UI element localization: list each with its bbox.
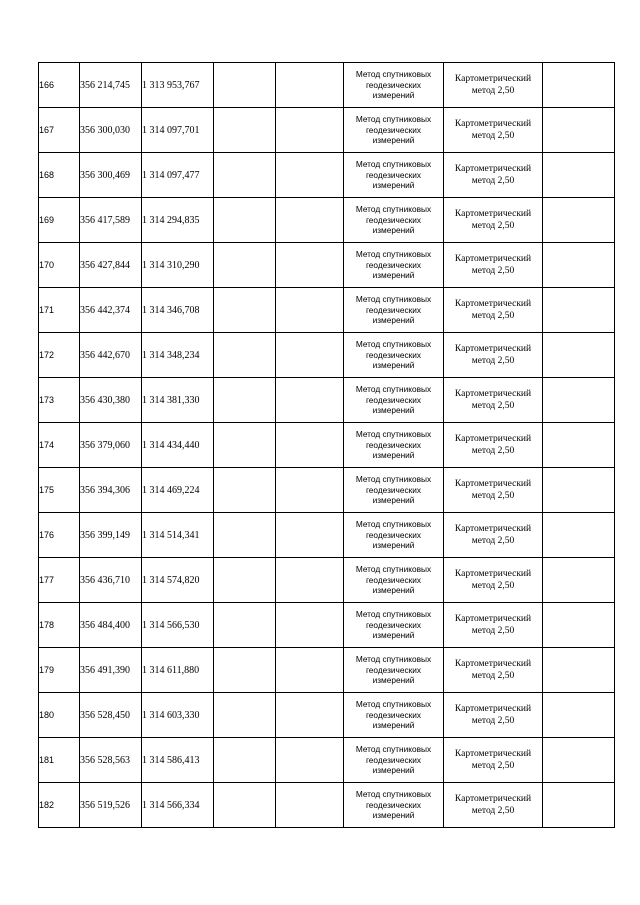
accuracy-cell <box>444 558 543 603</box>
table-row <box>39 198 615 243</box>
empty-cell <box>276 108 344 153</box>
empty-cell <box>214 243 276 288</box>
method-line: геодезических <box>365 709 422 720</box>
empty-cell <box>214 603 276 648</box>
empty-cell <box>543 783 615 828</box>
empty-cell <box>543 648 615 693</box>
method-line: Метод спутниковых <box>355 339 432 350</box>
method-line: измерений <box>372 720 415 731</box>
method-line: измерений <box>372 270 415 281</box>
method-cell <box>344 648 444 693</box>
coordinate-y: 1 314 310,290 <box>142 243 214 288</box>
method-line: геодезических <box>365 799 422 810</box>
table-row <box>39 783 615 828</box>
accuracy-line: Картометрический <box>454 794 532 804</box>
empty-cell <box>276 288 344 333</box>
coordinates-table <box>38 62 615 828</box>
coordinate-y: 1 314 097,477 <box>142 153 214 198</box>
method-cell <box>344 288 444 333</box>
empty-cell <box>214 333 276 378</box>
method-cell <box>344 108 444 153</box>
empty-cell <box>276 603 344 648</box>
empty-cell <box>214 153 276 198</box>
method-cell <box>344 603 444 648</box>
table-row <box>39 693 615 738</box>
point-number: 178 <box>39 603 80 648</box>
coordinate-x: 356 417,589 <box>80 198 142 243</box>
empty-cell <box>276 513 344 558</box>
method-cell <box>344 693 444 738</box>
accuracy-line: метод 2,50 <box>471 581 515 591</box>
method-line: Метод спутниковых <box>355 564 432 575</box>
method-line: измерений <box>372 810 415 821</box>
accuracy-line: метод 2,50 <box>471 716 515 726</box>
point-number: 166 <box>39 63 80 108</box>
method-line: геодезических <box>365 664 422 675</box>
empty-cell <box>276 378 344 423</box>
method-line: геодезических <box>365 529 422 540</box>
table-row <box>39 333 615 378</box>
accuracy-line: Картометрический <box>454 389 532 399</box>
coordinate-y: 1 314 611,880 <box>142 648 214 693</box>
method-line: измерений <box>372 225 415 236</box>
point-number: 173 <box>39 378 80 423</box>
method-line: Метод спутниковых <box>355 474 432 485</box>
empty-cell <box>543 333 615 378</box>
method-line: геодезических <box>365 574 422 585</box>
empty-cell <box>543 603 615 648</box>
accuracy-cell <box>444 648 543 693</box>
empty-cell <box>543 63 615 108</box>
accuracy-line: Картометрический <box>454 569 532 579</box>
empty-cell <box>214 693 276 738</box>
empty-cell <box>214 513 276 558</box>
coordinate-y: 1 314 294,835 <box>142 198 214 243</box>
accuracy-line: метод 2,50 <box>471 266 515 276</box>
method-line: Метод спутниковых <box>355 699 432 710</box>
method-cell <box>344 63 444 108</box>
empty-cell <box>543 558 615 603</box>
empty-cell <box>214 558 276 603</box>
accuracy-line: Картометрический <box>454 749 532 759</box>
method-line: геодезических <box>365 394 422 405</box>
method-line: геодезических <box>365 349 422 360</box>
point-number: 169 <box>39 198 80 243</box>
empty-cell <box>214 63 276 108</box>
point-number: 172 <box>39 333 80 378</box>
accuracy-line: метод 2,50 <box>471 131 515 141</box>
coordinate-y: 1 314 348,234 <box>142 333 214 378</box>
accuracy-line: метод 2,50 <box>471 86 515 96</box>
empty-cell <box>543 108 615 153</box>
empty-cell <box>543 423 615 468</box>
method-cell <box>344 333 444 378</box>
method-cell <box>344 378 444 423</box>
accuracy-line: метод 2,50 <box>471 221 515 231</box>
point-number: 171 <box>39 288 80 333</box>
coordinate-y: 1 314 566,334 <box>142 783 214 828</box>
empty-cell <box>214 468 276 513</box>
method-line: геодезических <box>365 169 422 180</box>
table-row <box>39 288 615 333</box>
empty-cell <box>276 198 344 243</box>
method-cell <box>344 783 444 828</box>
point-number: 167 <box>39 108 80 153</box>
coordinate-x: 356 442,670 <box>80 333 142 378</box>
table-row <box>39 468 615 513</box>
empty-cell <box>276 648 344 693</box>
table-row <box>39 603 615 648</box>
accuracy-cell <box>444 63 543 108</box>
method-line: Метод спутниковых <box>355 744 432 755</box>
coordinate-x: 356 491,390 <box>80 648 142 693</box>
empty-cell <box>276 468 344 513</box>
empty-cell <box>543 693 615 738</box>
method-line: измерений <box>372 675 415 686</box>
accuracy-cell <box>444 108 543 153</box>
method-line: Метод спутниковых <box>355 789 432 800</box>
method-line: геодезических <box>365 754 422 765</box>
method-cell <box>344 738 444 783</box>
empty-cell <box>214 288 276 333</box>
empty-cell <box>543 243 615 288</box>
method-line: Метод спутниковых <box>355 159 432 170</box>
empty-cell <box>543 468 615 513</box>
method-line: Метод спутниковых <box>355 384 432 395</box>
method-line: измерений <box>372 540 415 551</box>
accuracy-line: Картометрический <box>454 254 532 264</box>
table-row <box>39 243 615 288</box>
coordinate-x: 356 300,469 <box>80 153 142 198</box>
accuracy-line: метод 2,50 <box>471 626 515 636</box>
empty-cell <box>214 783 276 828</box>
method-cell <box>344 423 444 468</box>
coordinate-x: 356 484,400 <box>80 603 142 648</box>
accuracy-line: Картометрический <box>454 434 532 444</box>
table-row <box>39 378 615 423</box>
method-line: геодезических <box>365 259 422 270</box>
method-cell <box>344 513 444 558</box>
coordinate-x: 356 394,306 <box>80 468 142 513</box>
empty-cell <box>276 423 344 468</box>
accuracy-cell <box>444 513 543 558</box>
method-line: Метод спутниковых <box>355 69 432 80</box>
method-line: измерений <box>372 630 415 641</box>
coordinate-y: 1 314 346,708 <box>142 288 214 333</box>
empty-cell <box>276 783 344 828</box>
accuracy-cell <box>444 783 543 828</box>
point-number: 177 <box>39 558 80 603</box>
table-row <box>39 423 615 468</box>
method-line: геодезических <box>365 79 422 90</box>
empty-cell <box>543 153 615 198</box>
method-line: Метод спутниковых <box>355 609 432 620</box>
coordinate-y: 1 314 586,413 <box>142 738 214 783</box>
empty-cell <box>276 333 344 378</box>
empty-cell <box>214 198 276 243</box>
accuracy-cell <box>444 153 543 198</box>
method-line: геодезических <box>365 304 422 315</box>
accuracy-line: Картометрический <box>454 164 532 174</box>
accuracy-line: метод 2,50 <box>471 671 515 681</box>
table-row <box>39 513 615 558</box>
accuracy-cell <box>444 243 543 288</box>
point-number: 181 <box>39 738 80 783</box>
method-line: измерений <box>372 585 415 596</box>
coordinate-y: 1 314 574,820 <box>142 558 214 603</box>
accuracy-cell <box>444 738 543 783</box>
coordinate-y: 1 314 381,330 <box>142 378 214 423</box>
empty-cell <box>276 693 344 738</box>
coordinate-x: 356 300,030 <box>80 108 142 153</box>
method-line: Метод спутниковых <box>355 429 432 440</box>
accuracy-cell <box>444 198 543 243</box>
accuracy-line: Картометрический <box>454 119 532 129</box>
empty-cell <box>543 198 615 243</box>
coordinate-x: 356 214,745 <box>80 63 142 108</box>
point-number: 174 <box>39 423 80 468</box>
method-line: Метод спутниковых <box>355 204 432 215</box>
accuracy-line: Картометрический <box>454 299 532 309</box>
accuracy-line: метод 2,50 <box>471 806 515 816</box>
method-line: измерений <box>372 135 415 146</box>
accuracy-cell <box>444 468 543 513</box>
method-line: измерений <box>372 90 415 101</box>
coordinate-y: 1 314 097,701 <box>142 108 214 153</box>
method-line: измерений <box>372 765 415 776</box>
accuracy-line: Картометрический <box>454 614 532 624</box>
empty-cell <box>276 558 344 603</box>
method-line: измерений <box>372 360 415 371</box>
accuracy-cell <box>444 603 543 648</box>
method-cell <box>344 153 444 198</box>
table-row <box>39 738 615 783</box>
coordinate-y: 1 314 434,440 <box>142 423 214 468</box>
accuracy-line: метод 2,50 <box>471 311 515 321</box>
method-line: измерений <box>372 450 415 461</box>
accuracy-cell <box>444 378 543 423</box>
coordinate-x: 356 399,149 <box>80 513 142 558</box>
accuracy-cell <box>444 288 543 333</box>
coordinate-y: 1 313 953,767 <box>142 63 214 108</box>
table-body <box>39 63 615 828</box>
empty-cell <box>214 108 276 153</box>
point-number: 179 <box>39 648 80 693</box>
coordinate-x: 356 379,060 <box>80 423 142 468</box>
empty-cell <box>276 243 344 288</box>
empty-cell <box>214 738 276 783</box>
method-line: геодезических <box>365 619 422 630</box>
coordinate-x: 356 436,710 <box>80 558 142 603</box>
coordinate-x: 356 528,450 <box>80 693 142 738</box>
empty-cell <box>543 513 615 558</box>
accuracy-cell <box>444 333 543 378</box>
method-line: геодезических <box>365 124 422 135</box>
table-row <box>39 558 615 603</box>
coordinate-x: 356 442,374 <box>80 288 142 333</box>
coordinate-x: 356 528,563 <box>80 738 142 783</box>
coordinate-x: 356 519,526 <box>80 783 142 828</box>
method-line: Метод спутниковых <box>355 294 432 305</box>
table-row <box>39 153 615 198</box>
point-number: 176 <box>39 513 80 558</box>
method-line: измерений <box>372 315 415 326</box>
empty-cell <box>543 378 615 423</box>
accuracy-line: Картометрический <box>454 704 532 714</box>
method-cell <box>344 198 444 243</box>
point-number: 182 <box>39 783 80 828</box>
accuracy-line: Картометрический <box>454 74 532 84</box>
empty-cell <box>276 738 344 783</box>
accuracy-line: метод 2,50 <box>471 761 515 771</box>
point-number: 170 <box>39 243 80 288</box>
point-number: 180 <box>39 693 80 738</box>
method-cell <box>344 243 444 288</box>
accuracy-line: метод 2,50 <box>471 401 515 411</box>
method-line: измерений <box>372 495 415 506</box>
accuracy-line: Картометрический <box>454 524 532 534</box>
empty-cell <box>543 288 615 333</box>
coordinate-y: 1 314 514,341 <box>142 513 214 558</box>
point-number: 168 <box>39 153 80 198</box>
empty-cell <box>214 648 276 693</box>
accuracy-line: метод 2,50 <box>471 356 515 366</box>
coordinate-y: 1 314 469,224 <box>142 468 214 513</box>
accuracy-line: метод 2,50 <box>471 176 515 186</box>
method-line: Метод спутниковых <box>355 519 432 530</box>
accuracy-line: Картометрический <box>454 209 532 219</box>
empty-cell <box>276 63 344 108</box>
method-line: геодезических <box>365 214 422 225</box>
table-row <box>39 63 615 108</box>
table-row <box>39 648 615 693</box>
coordinate-y: 1 314 566,530 <box>142 603 214 648</box>
accuracy-line: метод 2,50 <box>471 491 515 501</box>
method-line: измерений <box>372 405 415 416</box>
accuracy-line: метод 2,50 <box>471 536 515 546</box>
method-line: Метод спутниковых <box>355 114 432 125</box>
empty-cell <box>214 423 276 468</box>
coordinate-x: 356 430,380 <box>80 378 142 423</box>
point-number: 175 <box>39 468 80 513</box>
coordinate-y: 1 314 603,330 <box>142 693 214 738</box>
method-line: Метод спутниковых <box>355 249 432 260</box>
accuracy-line: Картометрический <box>454 344 532 354</box>
coordinate-x: 356 427,844 <box>80 243 142 288</box>
accuracy-cell <box>444 423 543 468</box>
accuracy-line: метод 2,50 <box>471 446 515 456</box>
method-line: Метод спутниковых <box>355 654 432 665</box>
empty-cell <box>543 738 615 783</box>
accuracy-cell <box>444 693 543 738</box>
accuracy-line: Картометрический <box>454 479 532 489</box>
method-line: измерений <box>372 180 415 191</box>
method-cell <box>344 468 444 513</box>
accuracy-line: Картометрический <box>454 659 532 669</box>
method-line: геодезических <box>365 484 422 495</box>
empty-cell <box>214 378 276 423</box>
table-row <box>39 108 615 153</box>
method-line: геодезических <box>365 439 422 450</box>
method-cell <box>344 558 444 603</box>
empty-cell <box>276 153 344 198</box>
